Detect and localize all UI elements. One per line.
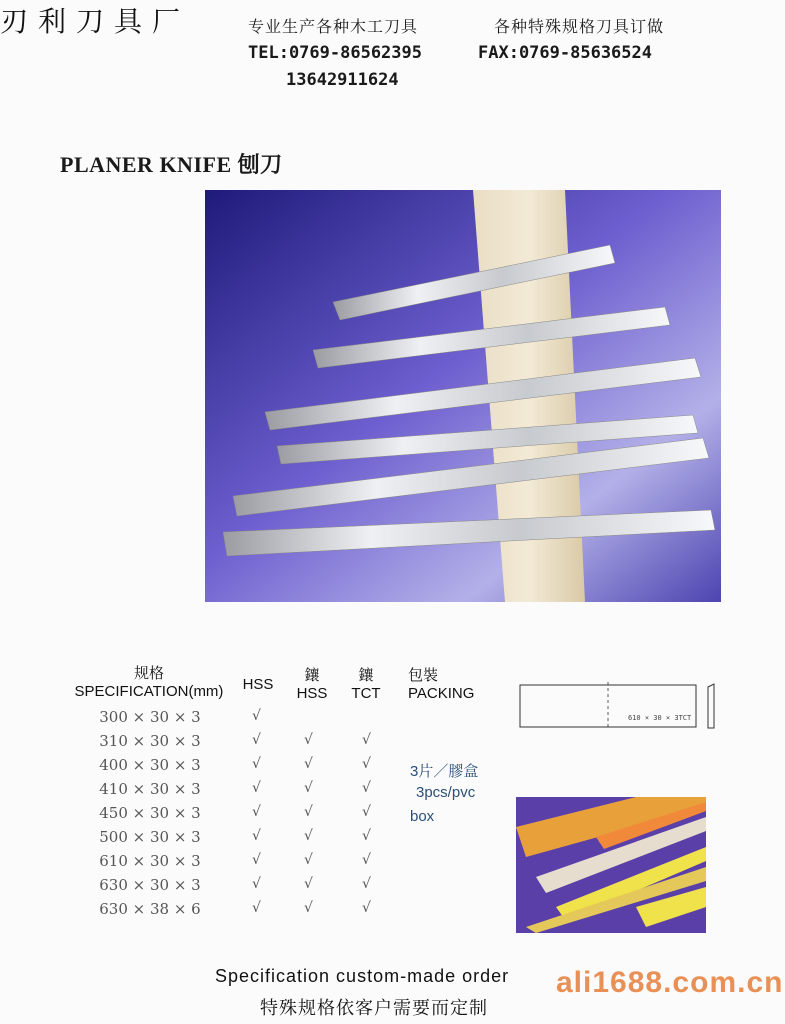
inlay-hss-check: √ xyxy=(304,732,313,748)
spec-cell: 410 × 30 × 3 xyxy=(99,780,201,798)
watermark: ali1688.com.cn xyxy=(556,966,784,999)
spec-cell: 610 × 30 × 3 xyxy=(99,852,201,870)
planer-knife-photo-graphic xyxy=(205,190,721,602)
inlay-tct-check: √ xyxy=(362,780,371,796)
inlay-tct-header-en: TCT xyxy=(351,685,381,702)
blade-diagram-graphic xyxy=(518,682,718,732)
inlay-tct-check: √ xyxy=(362,756,371,772)
inlay-tct-check: √ xyxy=(362,732,371,748)
blade-spec-label: 610 × 30 × 3TCT xyxy=(628,714,692,722)
packing-line-2: 3pcs/pvc xyxy=(416,784,476,801)
hss-check: √ xyxy=(252,852,261,868)
mobile-number: 13642911624 xyxy=(286,70,399,90)
hss-check: √ xyxy=(252,756,261,772)
hss-check: √ xyxy=(252,828,261,844)
hss-header: HSS xyxy=(242,676,274,693)
tagline-production: 专业生产各种木工刀具 xyxy=(248,17,419,36)
inlay-hss-check: √ xyxy=(304,780,313,796)
inlay-hss-check: √ xyxy=(304,900,313,916)
custom-order-note-cn: 特殊规格依客户需要而定制 xyxy=(260,998,488,1018)
spec-cell: 500 × 30 × 3 xyxy=(99,828,201,846)
hss-check: √ xyxy=(252,804,261,820)
company-name: 刃利刀具厂 xyxy=(0,5,191,38)
blade-diagram xyxy=(518,682,718,732)
spec-cell: 630 × 38 × 6 xyxy=(99,900,201,918)
inlay-hss-header-cn: 鑲 xyxy=(304,667,320,684)
inlay-hss-check: √ xyxy=(304,876,313,892)
inlay-tct-check: √ xyxy=(362,900,371,916)
inlay-hss-header-en: HSS xyxy=(296,685,328,702)
tagline-custom: 各种特殊规格刀具订做 xyxy=(494,17,665,36)
packing-header-en: PACKING xyxy=(408,685,475,702)
spec-header-cn: 规格 xyxy=(133,665,164,682)
spec-cell: 450 × 30 × 3 xyxy=(99,804,201,822)
inlay-hss-check: √ xyxy=(304,828,313,844)
inlay-tct-check: √ xyxy=(362,804,371,820)
inlay-hss-check: √ xyxy=(304,852,313,868)
inlay-tct-check: √ xyxy=(362,852,371,868)
hss-check: √ xyxy=(252,780,261,796)
packed-blades-photo-graphic xyxy=(516,797,706,933)
spec-header-en: SPECIFICATION(mm) xyxy=(74,683,224,700)
inlay-hss-check: √ xyxy=(304,804,313,820)
hss-check: √ xyxy=(252,876,261,892)
hss-check: √ xyxy=(252,708,261,724)
spec-cell: 300 × 30 × 3 xyxy=(99,708,201,726)
planer-knife-photo xyxy=(205,190,721,602)
fax-number: FAX:0769-85636524 xyxy=(478,43,652,63)
section-title: PLANER KNIFE 刨刀 xyxy=(60,152,283,177)
inlay-hss-check: √ xyxy=(304,756,313,772)
hss-check: √ xyxy=(252,732,261,748)
inlay-tct-check: √ xyxy=(362,876,371,892)
inlay-tct-check: √ xyxy=(362,828,371,844)
packing-line-3: box xyxy=(410,808,435,825)
spec-cell: 310 × 30 × 3 xyxy=(99,732,201,750)
custom-order-note-en: Specification custom-made order xyxy=(215,966,510,986)
packing-line-1: 3片／膠盒 xyxy=(410,763,479,780)
hss-check: √ xyxy=(252,900,261,916)
packed-blades-photo xyxy=(516,797,706,933)
spec-cell: 400 × 30 × 3 xyxy=(99,756,201,774)
spec-cell: 630 × 30 × 3 xyxy=(99,876,201,894)
tel-number: TEL:0769-86562395 xyxy=(248,43,422,63)
inlay-tct-header-cn: 鑲 xyxy=(358,667,374,684)
packing-header-cn: 包裝 xyxy=(408,667,439,684)
